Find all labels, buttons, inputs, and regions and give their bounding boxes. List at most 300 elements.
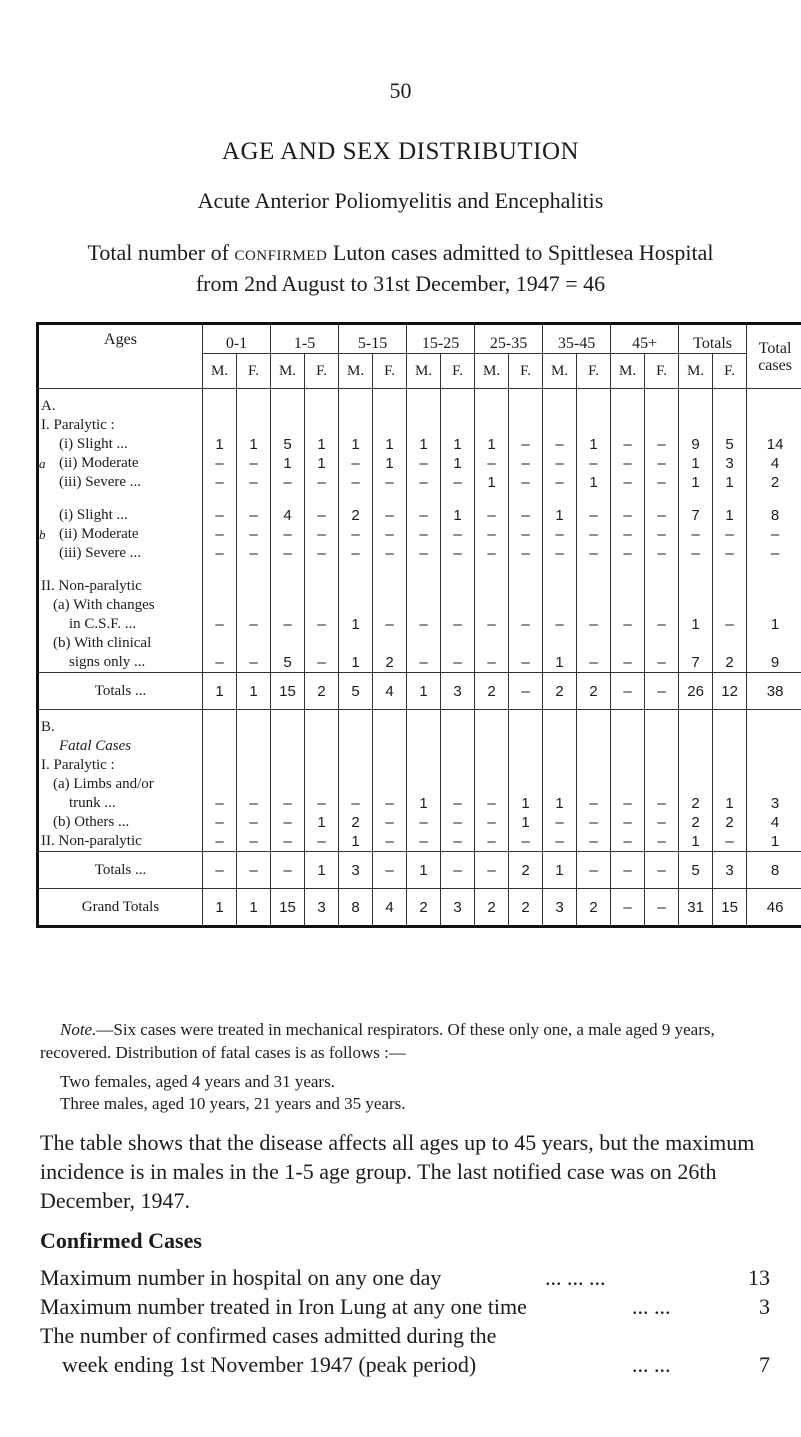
table-cell: – — [271, 832, 305, 852]
table-cell: – — [305, 525, 339, 544]
table-cell — [407, 737, 441, 756]
table-cell: 2 — [339, 813, 373, 832]
table-cell: – — [305, 615, 339, 634]
table-cell: – — [509, 544, 543, 563]
table-cell: – — [339, 794, 373, 813]
table-cell: – — [509, 454, 543, 473]
table-cell: 3 — [543, 889, 577, 927]
table-row — [38, 852, 801, 889]
table-cell — [611, 634, 645, 653]
age-group-header: 45+ — [611, 324, 679, 354]
table-cell — [577, 596, 611, 615]
table-cell — [305, 596, 339, 615]
table-cell: – — [611, 673, 645, 710]
table-cell: – — [203, 506, 237, 525]
table-cell — [407, 416, 441, 435]
female-header: F. — [509, 354, 543, 389]
table-cell: – — [577, 544, 611, 563]
row-label — [38, 473, 203, 492]
table-row — [38, 615, 801, 634]
table-row — [38, 673, 801, 710]
table-row — [38, 577, 801, 596]
table-cell — [713, 775, 747, 794]
row-label-text: (i) Slight ... — [59, 507, 128, 523]
table-cell: 2 — [577, 889, 611, 927]
table-cell — [475, 416, 509, 435]
table-cell: 1 — [441, 435, 475, 454]
table-cell: 2 — [747, 473, 801, 492]
table-cell: – — [203, 852, 237, 889]
row-label — [38, 852, 203, 889]
ages-header: Ages — [38, 324, 203, 389]
table-cell — [373, 756, 407, 775]
table-cell: 1 — [339, 615, 373, 634]
table-cell: 2 — [577, 673, 611, 710]
table-cell: – — [237, 794, 271, 813]
table-cell — [475, 775, 509, 794]
table-cell — [271, 634, 305, 653]
table-cell: – — [543, 832, 577, 852]
table-cell — [713, 416, 747, 435]
table-cell — [475, 634, 509, 653]
table-cell — [509, 397, 543, 416]
confirmed-cases-list — [40, 1263, 770, 1379]
table-cell: 1 — [509, 794, 543, 813]
table-cell: 9 — [679, 435, 713, 454]
table-cell — [305, 634, 339, 653]
table-cell — [305, 577, 339, 596]
table-cell — [747, 416, 801, 435]
table-cell — [271, 416, 305, 435]
table-cell — [203, 397, 237, 416]
spacer-row — [38, 389, 801, 398]
table-cell: – — [441, 544, 475, 563]
table-cell: – — [645, 813, 679, 832]
table-cell: – — [543, 544, 577, 563]
row-label — [38, 525, 203, 544]
table-cell — [645, 718, 679, 737]
total-cases-header — [747, 324, 801, 389]
table-cell — [577, 756, 611, 775]
table-cell: – — [441, 615, 475, 634]
table-cell — [747, 397, 801, 416]
table-cell — [679, 596, 713, 615]
confirmed-row — [40, 1350, 770, 1379]
table-row — [38, 653, 801, 673]
table-cell: – — [645, 852, 679, 889]
table-cell — [237, 577, 271, 596]
table-cell — [339, 634, 373, 653]
table-cell — [305, 756, 339, 775]
table-cell: – — [339, 454, 373, 473]
table-cell: 1 — [203, 673, 237, 710]
table-cell: – — [543, 454, 577, 473]
row-label — [38, 634, 203, 653]
distribution-table — [36, 322, 801, 928]
table-cell — [271, 596, 305, 615]
table-cell: 1 — [339, 832, 373, 852]
confirmed-row-value: 3 — [759, 1294, 770, 1319]
table-cell — [203, 775, 237, 794]
table-cell: – — [645, 653, 679, 673]
row-label — [38, 756, 203, 775]
table-cell — [475, 718, 509, 737]
table-cell — [679, 634, 713, 653]
table-cell: 1 — [747, 832, 801, 852]
confirmed-cases-heading: Confirmed Cases — [40, 1228, 202, 1253]
table-cell: – — [203, 832, 237, 852]
table-cell — [339, 416, 373, 435]
row-label-text: II. Non-paralytic — [41, 578, 142, 594]
table-cell: 1 — [543, 794, 577, 813]
table-cell: 1 — [713, 794, 747, 813]
table-cell: – — [407, 506, 441, 525]
table-cell: – — [679, 544, 713, 563]
table-cell — [611, 775, 645, 794]
table-cell: – — [509, 673, 543, 710]
table-cell — [237, 634, 271, 653]
spacer-row — [38, 563, 801, 577]
row-label-text: B. — [41, 719, 55, 735]
table-cell — [543, 737, 577, 756]
table-cell: – — [407, 832, 441, 852]
table-cell: 1 — [475, 435, 509, 454]
confirmed-row-text: Maximum number treated in Iron Lung at any one time — [40, 1294, 527, 1319]
table-cell — [577, 397, 611, 416]
table-cell: – — [475, 813, 509, 832]
row-label — [38, 544, 203, 563]
table-cell: – — [373, 813, 407, 832]
table-cell — [373, 416, 407, 435]
table-cell: 8 — [747, 852, 801, 889]
row-label-text: I. Paralytic : — [41, 757, 115, 773]
table-cell: 3 — [747, 794, 801, 813]
table-cell: 1 — [713, 506, 747, 525]
table-cell: – — [475, 852, 509, 889]
table-cell: – — [577, 454, 611, 473]
table-cell: 1 — [509, 813, 543, 832]
table-cell: – — [475, 794, 509, 813]
row-label — [38, 454, 203, 473]
age-group-header: Totals — [679, 324, 747, 354]
table-cell: – — [475, 653, 509, 673]
row-label-text: in C.S.F. ... — [69, 616, 137, 632]
table-cell: – — [373, 525, 407, 544]
table-cell — [441, 596, 475, 615]
table-cell — [645, 756, 679, 775]
table-cell: 1 — [305, 852, 339, 889]
table-cell — [543, 775, 577, 794]
table-cell: – — [577, 653, 611, 673]
table-cell — [475, 596, 509, 615]
table-cell: – — [611, 889, 645, 927]
table-cell — [543, 397, 577, 416]
table-cell — [509, 577, 543, 596]
table-cell — [203, 577, 237, 596]
table-cell: 1 — [407, 673, 441, 710]
table-cell: – — [611, 813, 645, 832]
table-cell — [577, 737, 611, 756]
table-cell: – — [747, 544, 801, 563]
table-cell: 2 — [713, 813, 747, 832]
table-cell: 2 — [679, 813, 713, 832]
table-cell: 5 — [339, 673, 373, 710]
table-cell: – — [645, 889, 679, 927]
female-header: F. — [577, 354, 611, 389]
row-label-text: (iii) Severe ... — [59, 474, 142, 490]
confirmed-row-value: 13 — [748, 1265, 770, 1290]
table-cell: – — [645, 473, 679, 492]
table-cell: – — [611, 653, 645, 673]
note-text: —Six cases were treated in mechanical respirators. Of these only one, a male aged 9 years, recovered. Distribution of fatal cases is as follows :— — [40, 1020, 715, 1062]
table-cell — [237, 397, 271, 416]
table-row — [38, 473, 801, 492]
table-cell: – — [407, 525, 441, 544]
row-label-text: (a) Limbs and/or — [53, 776, 154, 792]
table-cell: – — [203, 653, 237, 673]
table-cell: 1 — [543, 653, 577, 673]
age-group-header: 0-1 — [203, 324, 271, 354]
female-header: F. — [305, 354, 339, 389]
table-cell — [747, 737, 801, 756]
table-cell: – — [305, 794, 339, 813]
table-cell — [339, 577, 373, 596]
row-label — [38, 615, 203, 634]
table-cell: – — [509, 615, 543, 634]
table-cell: – — [611, 435, 645, 454]
row-label-text: II. Non-paralytic — [41, 833, 142, 849]
row-label — [38, 813, 203, 832]
table-cell — [509, 737, 543, 756]
table-cell: 1 — [679, 832, 713, 852]
female-header: F. — [373, 354, 407, 389]
table-cell — [203, 737, 237, 756]
table-cell: 4 — [747, 813, 801, 832]
table-cell: – — [237, 832, 271, 852]
table-cell: – — [407, 473, 441, 492]
table-cell: – — [373, 615, 407, 634]
table-cell: – — [203, 544, 237, 563]
table-cell: – — [305, 832, 339, 852]
table-cell — [577, 718, 611, 737]
table-cell — [203, 596, 237, 615]
table-cell: 2 — [305, 673, 339, 710]
row-label-text: (b) Others ... — [53, 814, 130, 830]
table-cell: 5 — [713, 435, 747, 454]
table-cell — [475, 756, 509, 775]
confirmed-row-text: week ending 1st November 1947 (peak period) — [62, 1352, 477, 1377]
table-cell — [203, 718, 237, 737]
table-cell: – — [475, 454, 509, 473]
table-cell — [441, 737, 475, 756]
table-cell: 1 — [203, 435, 237, 454]
table-row — [38, 889, 801, 927]
table-cell: 5 — [271, 435, 305, 454]
table-cell: – — [237, 653, 271, 673]
table-cell — [713, 737, 747, 756]
table-cell: – — [339, 525, 373, 544]
table-cell: – — [577, 832, 611, 852]
table-cell: 4 — [271, 506, 305, 525]
table-cell: 4 — [373, 889, 407, 927]
table-cell — [679, 756, 713, 775]
row-label — [38, 718, 203, 737]
table-cell — [373, 596, 407, 615]
table-row — [38, 775, 801, 794]
table-cell — [203, 756, 237, 775]
table-cell: – — [237, 506, 271, 525]
table-cell: 2 — [373, 653, 407, 673]
table-cell: 8 — [339, 889, 373, 927]
table-cell: – — [203, 813, 237, 832]
confirmed-row-dots: ... ... ... — [545, 1265, 606, 1290]
table-cell: – — [271, 525, 305, 544]
table-cell: – — [237, 473, 271, 492]
table-cell — [713, 634, 747, 653]
table-cell — [679, 397, 713, 416]
table-cell — [339, 596, 373, 615]
row-label — [38, 673, 203, 710]
table-cell: – — [611, 506, 645, 525]
table-cell — [407, 756, 441, 775]
table-row — [38, 397, 801, 416]
table-cell: – — [407, 615, 441, 634]
row-label-text: (ii) Moderate — [59, 455, 139, 471]
confirmed-row-dots: ... ... — [632, 1294, 671, 1319]
confirmed-row-text: The number of confirmed cases admitted during the — [40, 1323, 497, 1348]
table-cell — [203, 634, 237, 653]
table-cell — [339, 718, 373, 737]
table-cell: – — [509, 525, 543, 544]
table-cell: – — [237, 525, 271, 544]
spacer-row — [38, 492, 801, 506]
male-header: M. — [203, 354, 237, 389]
table-cell — [407, 718, 441, 737]
table-cell: 1 — [339, 435, 373, 454]
table-row — [38, 506, 801, 525]
table-cell: – — [747, 525, 801, 544]
table-cell — [373, 775, 407, 794]
table-cell: 2 — [543, 673, 577, 710]
table-row — [38, 718, 801, 737]
table-cell: – — [645, 454, 679, 473]
row-label — [38, 653, 203, 673]
table-cell — [339, 737, 373, 756]
table-cell: 1 — [237, 889, 271, 927]
row-label-text: Totals ... — [94, 682, 147, 699]
table-cell: – — [237, 813, 271, 832]
male-header: M. — [475, 354, 509, 389]
table-cell — [645, 737, 679, 756]
table-cell: – — [203, 525, 237, 544]
table-row — [38, 544, 801, 563]
table-cell: 3 — [339, 852, 373, 889]
table-cell: 1 — [577, 473, 611, 492]
table-cell: – — [441, 852, 475, 889]
row-label-text: Grand Totals — [81, 898, 160, 915]
table-cell — [271, 397, 305, 416]
table-cell — [339, 397, 373, 416]
table-cell — [441, 397, 475, 416]
table-cell: 4 — [747, 454, 801, 473]
table-cell — [305, 718, 339, 737]
female-header: F. — [237, 354, 271, 389]
table-cell — [509, 756, 543, 775]
table-cell — [543, 416, 577, 435]
table-cell: – — [509, 832, 543, 852]
table-cell — [679, 577, 713, 596]
male-header: M. — [543, 354, 577, 389]
row-label-text: (b) With clinical — [53, 635, 152, 651]
table-cell: – — [509, 506, 543, 525]
intro-text — [0, 237, 801, 299]
table-cell: 2 — [509, 852, 543, 889]
table-cell — [237, 718, 271, 737]
table-cell: – — [611, 832, 645, 852]
table-cell: – — [305, 506, 339, 525]
table-row — [38, 416, 801, 435]
table-cell: – — [271, 852, 305, 889]
table-cell: 9 — [747, 653, 801, 673]
table-cell: – — [713, 525, 747, 544]
row-label — [38, 832, 203, 852]
summary-paragraph: The table shows that the disease affects all ages up to 45 years, but the maximum incidence is in males in the 1-5 age group. The last notified case was on 26th December, 1947. — [40, 1130, 755, 1213]
table-cell — [271, 756, 305, 775]
table-cell: – — [373, 473, 407, 492]
table-cell — [611, 718, 645, 737]
table-cell: 1 — [407, 435, 441, 454]
table-cell: – — [373, 506, 407, 525]
table-cell — [441, 718, 475, 737]
table-cell: 2 — [713, 653, 747, 673]
table-cell: 1 — [713, 473, 747, 492]
table-cell — [373, 634, 407, 653]
male-header: M. — [339, 354, 373, 389]
fatal-cases-list — [60, 1071, 406, 1115]
table-cell: 1 — [543, 852, 577, 889]
row-label — [38, 737, 203, 756]
table-cell — [237, 756, 271, 775]
group-marker: b — [39, 527, 46, 542]
table-cell — [441, 634, 475, 653]
table-cell: – — [203, 454, 237, 473]
table-cell — [543, 756, 577, 775]
fatal-line-males: Three males, aged 10 years, 21 years and 35 years. — [60, 1094, 406, 1113]
table-cell: 31 — [679, 889, 713, 927]
age-group-header: 25-35 — [475, 324, 543, 354]
male-header: M. — [407, 354, 441, 389]
table-cell: – — [475, 615, 509, 634]
table-cell — [611, 397, 645, 416]
table-cell: 26 — [679, 673, 713, 710]
table-cell: 1 — [441, 454, 475, 473]
table-cell — [441, 775, 475, 794]
table-cell — [645, 596, 679, 615]
table-cell — [407, 596, 441, 615]
table-cell: 2 — [475, 889, 509, 927]
table-cell: 1 — [679, 473, 713, 492]
table-cell: 3 — [713, 852, 747, 889]
table-cell: 1 — [237, 673, 271, 710]
table-cell — [339, 756, 373, 775]
table-cell: 1 — [373, 435, 407, 454]
table-cell: – — [475, 506, 509, 525]
table-cell — [407, 397, 441, 416]
intro-before: Total number of — [87, 240, 229, 265]
table-cell: 3 — [713, 454, 747, 473]
table-cell — [611, 416, 645, 435]
table-cell: 1 — [747, 615, 801, 634]
